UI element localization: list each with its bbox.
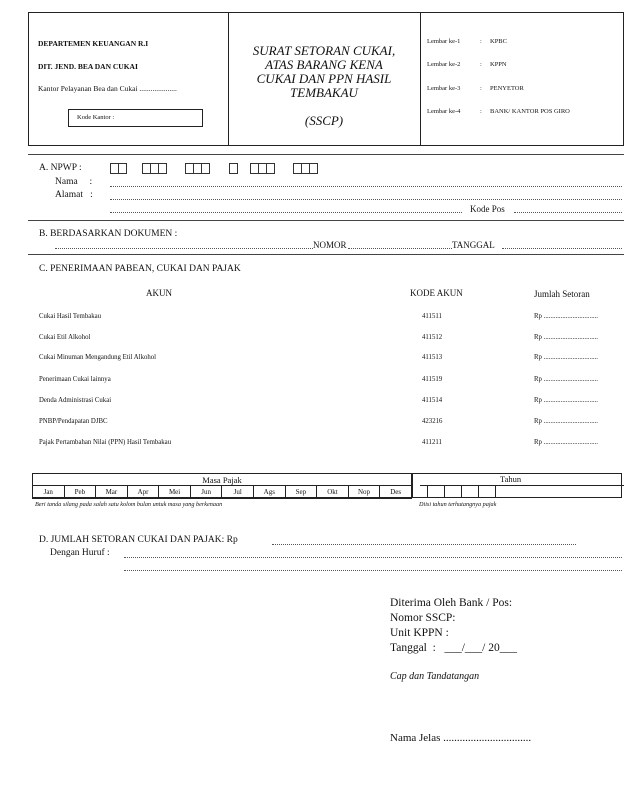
bank-diterima: Diterima Oleh Bank / Pos:	[390, 597, 513, 609]
huruf-field-1[interactable]	[124, 557, 622, 558]
lembar-value: KPBC	[490, 38, 507, 45]
title-abbr: (SSCP)	[304, 113, 344, 128]
month-cell[interactable]: Mar	[96, 486, 128, 499]
akun-kode: 411519	[422, 376, 443, 383]
lembar-sep: :	[480, 85, 482, 92]
header-left	[29, 13, 229, 145]
col-kode: KODE AKUN	[410, 288, 463, 298]
lembar-1	[427, 38, 507, 45]
npwp-box-group-5[interactable]	[250, 163, 274, 174]
npwp-box-group-6[interactable]	[293, 163, 317, 174]
kode-pos-label: Kode Pos	[470, 204, 505, 214]
lembar-label: Lembar ke-1	[427, 38, 461, 45]
month-cell[interactable]: Mei	[159, 486, 191, 499]
lembar-value: PENYETOR	[490, 85, 524, 92]
tanggal-label: TANGGAL	[452, 240, 495, 250]
lembar-value: BANK/ KANTOR POS GIRO	[490, 108, 570, 115]
nomor-label: NOMOR	[313, 240, 347, 250]
alamat-label: Alamat :	[55, 190, 93, 200]
akun-name: PNBP/Pendapatan DJBC	[39, 418, 108, 425]
akun-name: Denda Administrasi Cukai	[39, 397, 112, 404]
divider	[28, 154, 624, 155]
lembar-4	[427, 108, 570, 115]
month-cell[interactable]: Jun	[190, 486, 222, 499]
lembar-label: Lembar ke-2	[427, 61, 461, 68]
akun-name: Cukai Minuman Mengandung Etil Alkohol	[39, 354, 157, 361]
lembar-3	[427, 85, 524, 92]
nomor-field[interactable]	[348, 248, 452, 249]
akun-name: Cukai Etil Alkohol	[39, 334, 91, 341]
tahun-divider	[412, 473, 413, 498]
akun-rp[interactable]: Rp ................................	[534, 376, 599, 383]
akun-kode: 411512	[422, 334, 443, 341]
nama-jelas[interactable]: Nama Jelas ................................	[390, 732, 532, 744]
dept-name: DEPARTEMEN KEUANGAN R.I	[38, 39, 149, 48]
akun-rp[interactable]: Rp ................................	[534, 334, 599, 341]
header-title	[228, 13, 421, 145]
akun-rp[interactable]: Rp ................................	[534, 313, 599, 320]
nama-label: Nama :	[55, 177, 93, 187]
dit-name: DIT. JEND. BEA DAN CUKAI	[38, 62, 138, 71]
npwp-box-group-2[interactable]	[142, 163, 166, 174]
akun-kode: 411211	[422, 439, 442, 446]
kode-kantor-label: Kode Kantor :	[77, 114, 115, 121]
tanggal-field[interactable]	[502, 248, 622, 249]
alamat-field-2[interactable]	[110, 212, 462, 213]
akun-name: Cukai Hasil Tembakau	[39, 313, 102, 320]
akun-kode: 411514	[422, 397, 443, 404]
bank-nomor: Nomor SSCP:	[390, 612, 456, 624]
divider	[28, 254, 624, 255]
col-jumlah: Jumlah Setoran	[534, 289, 590, 299]
masa-pajak-title: Masa Pajak	[33, 474, 412, 486]
akun-rp[interactable]: Rp ................................	[534, 418, 599, 425]
lembar-2	[427, 61, 507, 68]
title-block	[228, 44, 420, 128]
huruf-field-2[interactable]	[124, 570, 622, 571]
month-cell[interactable]: Nop	[348, 486, 380, 499]
akun-name: Penerimaan Cukai lainnya	[39, 376, 111, 383]
dokumen-field[interactable]	[55, 248, 313, 249]
akun-kode: 411511	[422, 313, 442, 320]
bank-tanggal[interactable]: Tanggal : ___/___/ 20___	[390, 642, 517, 654]
lembar-value: KPPN	[490, 61, 507, 68]
month-cell[interactable]: Des	[380, 486, 412, 499]
month-cell[interactable]: Jan	[33, 486, 65, 499]
title-line-1: SURAT SETORAN CUKAI,	[252, 43, 396, 58]
tahun-field[interactable]	[427, 486, 497, 497]
month-cell[interactable]: Okt	[317, 486, 349, 499]
huruf-label: Dengan Huruf :	[50, 548, 110, 558]
lembar-sep: :	[480, 108, 482, 115]
akun-name: Pajak Pertambahan Nilai (PPN) Hasil Tembakau	[39, 439, 172, 446]
month-cell[interactable]: Apr	[127, 486, 159, 499]
title-line-4: TEMBAKAU	[290, 85, 358, 100]
akun-kode: 411513	[422, 354, 443, 361]
jumlah-label: D. JUMLAH SETORAN CUKAI DAN PAJAK: Rp	[39, 535, 238, 545]
tahun-note: Diisi tahun terhutangnya pajak	[419, 501, 497, 508]
header-box	[28, 12, 624, 146]
title-line-2: ATAS BARANG KENA	[265, 57, 383, 72]
masa-pajak-table	[32, 473, 412, 499]
office-name: Kantor Pelayanan Bea dan Cukai ....................	[38, 84, 177, 93]
kode-kantor-box[interactable]	[68, 109, 203, 127]
dokumen-label: B. BERDASARKAN DOKUMEN :	[39, 229, 178, 239]
akun-rp[interactable]: Rp ................................	[534, 397, 599, 404]
month-cell[interactable]: Sep	[285, 486, 317, 499]
akun-rp[interactable]: Rp ................................	[534, 439, 599, 446]
lembar-sep: :	[480, 61, 482, 68]
npwp-box-group-1[interactable]	[110, 163, 126, 174]
masa-note: Beri tanda silang pada salah satu kolom bulan untuk masa yang berkenaan	[35, 501, 223, 508]
title-line-3: CUKAI DAN PPN HASIL	[256, 71, 392, 86]
header-right	[420, 13, 623, 145]
month-cell[interactable]: Jul	[222, 486, 254, 499]
penerimaan-title: C. PENERIMAAN PABEAN, CUKAI DAN PAJAK	[39, 264, 241, 274]
nama-field[interactable]	[110, 186, 622, 187]
npwp-box-group-3[interactable]	[185, 163, 209, 174]
akun-kode: 423216	[422, 418, 443, 425]
jumlah-field[interactable]	[272, 544, 576, 545]
alamat-field-1[interactable]	[110, 199, 622, 200]
lembar-label: Lembar ke-3	[427, 85, 461, 92]
bank-unit: Unit KPPN :	[390, 627, 449, 639]
tahun-label: Tahun	[500, 474, 522, 484]
month-cell[interactable]: Ags	[253, 486, 285, 499]
cap-tandatangan: Cap dan Tandatangan	[390, 671, 480, 682]
lembar-label: Lembar ke-4	[427, 108, 461, 115]
npwp-box-group-4[interactable]	[229, 163, 237, 174]
npwp-label: A. NPWP :	[39, 163, 82, 173]
divider	[28, 220, 624, 221]
kode-pos-field[interactable]	[514, 212, 622, 213]
lembar-sep: :	[480, 38, 482, 45]
month-cell[interactable]: Peb	[64, 486, 96, 499]
col-akun: AKUN	[146, 288, 172, 298]
akun-rp[interactable]: Rp ................................	[534, 354, 599, 361]
